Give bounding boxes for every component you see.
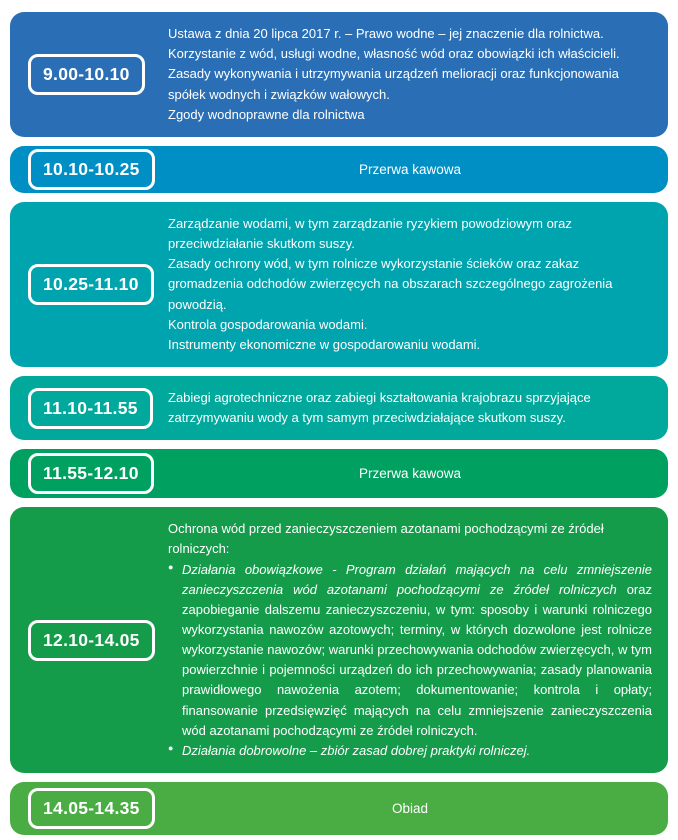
- bullet-normal-text: oraz zapobieganie dalszemu zanieczyszczeniu, w tym: sposoby i warunki rolniczego wykorzystania nawozów azotowych; terminy, w których dozwolone jest rolnicze wykorzystanie nawozów; warunki przechowywania odchodów zwierzęcych, w tym powierzchnie i pojemności urządzeń do ich przechowywania; zasady planowania prawidłowego nawożenia azotem; dokumentowanie; kontrola i opłaty; finansowanie przedsięwzięć mających na celu zmniejszenie zanieczyszczenia wód azotanami pochodzącymi ze źródeł rolniczych.: [182, 581, 652, 738]
- schedule-row-lunch: [10, 782, 668, 835]
- time-badge-cell: [10, 388, 168, 429]
- session-description: [168, 507, 668, 773]
- session-description: [168, 376, 668, 440]
- time-badge: 10.10-10.25: [28, 149, 155, 190]
- bullet-italic-text: Działania dobrowolne – zbiór zasad dobrej praktyki rolniczej.: [182, 742, 531, 758]
- time-badge: 14.05-14.35: [28, 788, 155, 829]
- time-badge: 12.10-14.05: [28, 620, 155, 661]
- time-badge: 11.10-11.55: [28, 388, 153, 429]
- schedule-row-session-2: [10, 202, 668, 367]
- session-paragraph: Ustawa z dnia 20 lipca 2017 r. – Prawo wodne – jej znaczenie dla rolnictwa.: [168, 26, 604, 42]
- time-badge-cell: [10, 54, 168, 95]
- session-description: [168, 202, 668, 367]
- break-label: Przerwa kawowa: [358, 162, 462, 177]
- break-label: Przerwa kawowa: [358, 466, 462, 482]
- time-badge-cell: [10, 788, 168, 829]
- time-badge-cell: [10, 264, 168, 305]
- time-badge-cell: [10, 453, 168, 494]
- agenda-bullet-item: [182, 560, 652, 741]
- session-paragraph: Zabiegi agrotechniczne oraz zabiegi kształtowania krajobrazu sprzyjające zatrzymywaniu wody a tym samym przeciwdziałające skutkom suszy.: [168, 389, 591, 426]
- session-intro: Ochrona wód przed zanieczyszczeniem azotanami pochodzącymi ze źródeł rolniczych:: [168, 521, 604, 557]
- time-badge: 11.55-12.10: [28, 453, 154, 494]
- schedule-row-session-4: [10, 507, 668, 773]
- session-description: [168, 12, 668, 137]
- session-bullet-list: [168, 560, 652, 761]
- schedule-row-break-2: [10, 449, 668, 498]
- time-badge-cell: [10, 149, 168, 190]
- time-badge-cell: [10, 620, 168, 661]
- time-badge: 9.00-10.10: [28, 54, 145, 95]
- bullet-italic-text: Działania obowiązkowe - Program działań mających na celu zmniejszenie zanieczyszczenia wód azotanami pochodzącymi ze źródeł rolniczych: [182, 561, 652, 597]
- schedule-row-session-1: [10, 12, 668, 137]
- schedule-row-break-1: [10, 146, 668, 193]
- break-label: Obiad: [391, 800, 429, 816]
- session-paragraph: Korzystanie z wód, usługi wodne, własność wód oraz obowiązki ich właścicieli.: [168, 46, 620, 62]
- session-paragraph: Instrumenty ekonomiczne w gospodarowaniu wodami.: [168, 336, 481, 352]
- session-paragraph: Zasady ochrony wód, w tym rolnicze wykorzystanie ścieków oraz zakaz gromadzenia odchodów zwierzęcych na obszarach szczególnego zagrożenia powodzią.: [168, 256, 613, 312]
- session-paragraph: Kontrola gospodarowania wodami.: [168, 316, 368, 332]
- session-paragraph: Zasady wykonywania i utrzymywania urządzeń melioracji oraz funkcjonowania spółek wodnych i związków wałowych.: [168, 66, 619, 102]
- schedule-row-session-3: [10, 376, 668, 440]
- agenda-bullet-item: [182, 741, 652, 761]
- session-paragraph: Zarządzanie wodami, w tym zarządzanie ryzykiem powodziowym oraz przeciwdziałanie skutkom suszy.: [168, 216, 572, 252]
- session-paragraph: Zgody wodnoprawne dla rolnictwa: [168, 106, 365, 122]
- time-badge: 10.25-11.10: [28, 264, 154, 305]
